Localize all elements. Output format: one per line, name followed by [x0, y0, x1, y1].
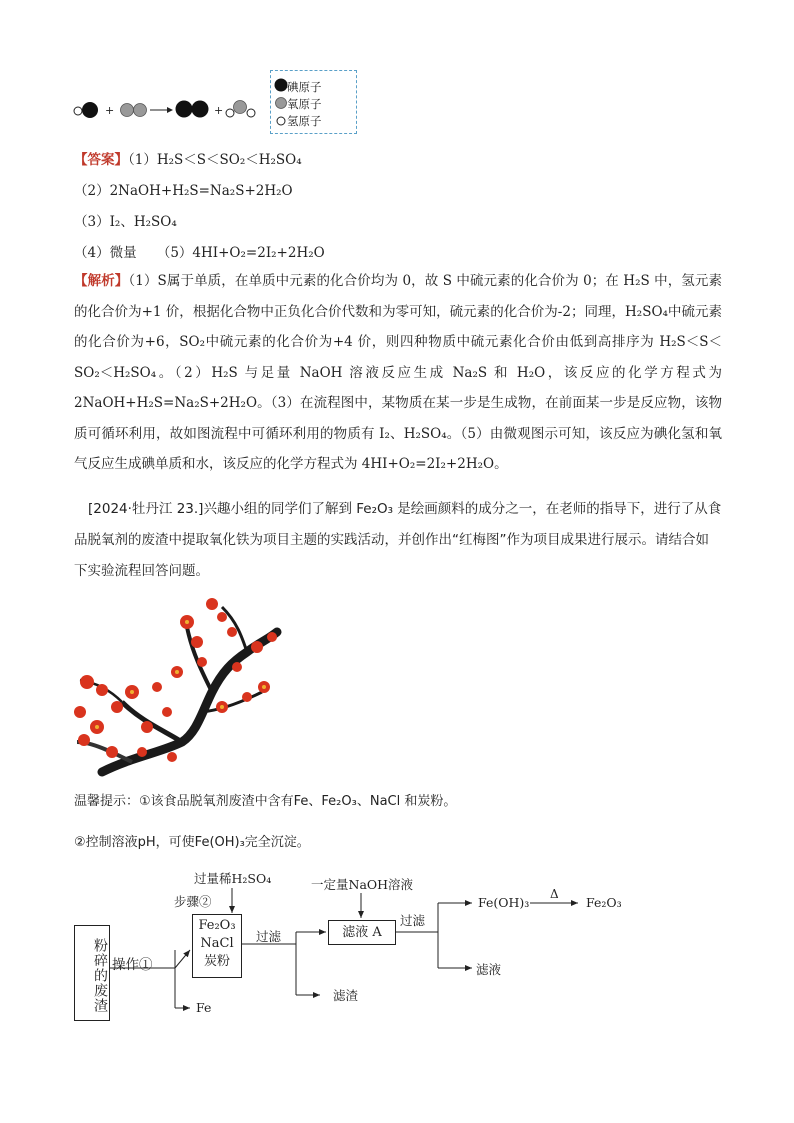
- flow-filter2: 过滤: [400, 913, 426, 928]
- hydrogen-atom: [247, 109, 255, 117]
- oxygen-atom: [234, 101, 247, 114]
- analysis-text: （1）S属于单质，在单质中元素的化合价均为 0，故 S 中硫元素的化合价为 0；在 H₂S 中，氢元素的化合价为+1 价，根据化合物中正负化合价代数和为零可知，硫元素的化合价为-2；同理，H₂SO₄中硫元素的化合价为+6，SO₂中硫元素的化合价为+4 价，则四种物质中硫元素化合价由低到高排序为 H₂S＜S＜SO₂＜H₂SO₄。（2）H₂S 与足量 NaOH 溶液反应生成 Na₂S 和 H₂O，该反应的化学方程式为2NaOH+H₂S=Na₂S+2H₂O。（3）在流程图中，某物质在某一步是生成物，在前面某一步是反应物，该物质可循环利用，故如图流程中可循环利用的物质有 I₂、H₂SO₄。（5）由微观图示可知，该反应为碘化氢和氧气反应生成碘单质和水，该反应的化学方程式为 4HI+O₂=2I₂+2H₂O。: [74, 273, 723, 472]
- legend-hydrogen: 氢原子: [287, 114, 322, 128]
- atom-legend: [270, 70, 357, 134]
- flow-filter1: 过滤: [256, 929, 282, 944]
- flow-step2: 步骤②: [174, 894, 212, 909]
- tip-line-2: ②控制溶液pH，可使Fe(OH)₃完全沉淀。: [74, 835, 310, 850]
- tip-line-1: 温馨提示：①该食品脱氧剂废渣中含有Fe、Fe₂O₃、NaCl 和炭粉。: [74, 794, 457, 809]
- answer-line-3: （3）I₂、H₂SO₄: [74, 214, 177, 230]
- flow-residue: 滤渣: [333, 988, 359, 1003]
- iodine-atom: [176, 101, 193, 118]
- flow-box-1: Fe₂O₃ NaCl 炭粉: [192, 914, 242, 978]
- flow-op1: 操作①: [112, 957, 153, 973]
- legend-iodine: 碘原子: [287, 80, 322, 94]
- flow-reagent1: 过量稀H₂SO₄: [194, 871, 272, 886]
- reaction-micro-diagram: [70, 95, 265, 125]
- hydrogen-atom: [226, 109, 234, 117]
- iodine-atom: [82, 102, 98, 118]
- answer-line-4: （4）微量 （5）4HI+O₂=2I₂+2H₂O: [74, 245, 325, 261]
- flow-feoh3: Fe(OH)₃: [478, 895, 530, 910]
- oxygen-atom: [134, 104, 147, 117]
- svg-text:+: +: [105, 104, 115, 117]
- answer-tag: 【答案】: [74, 152, 128, 168]
- flow-delta: Δ: [550, 887, 559, 901]
- answer-line-1: 【答案】（1）H₂S＜S＜SO₂＜H₂SO₄: [74, 152, 302, 168]
- flow-fe: Fe: [196, 1000, 212, 1015]
- plum-blossom-painting: [72, 592, 284, 778]
- analysis-tag: 【解析】: [74, 273, 129, 289]
- flow-start-box: 粉碎的废渣: [74, 925, 110, 1021]
- flow-fe2o3: Fe₂O₃: [586, 895, 622, 910]
- oxygen-atom: [121, 104, 134, 117]
- flow-filtrate-a-box: 滤液 A: [328, 920, 396, 945]
- analysis-paragraph: [74, 266, 722, 480]
- iodine-atom: [192, 101, 209, 118]
- flow-reagent2: 一定量NaOH溶液: [311, 877, 414, 892]
- legend-oxygen: 氧原子: [287, 97, 322, 111]
- svg-text:+: +: [214, 104, 224, 117]
- question-text: [2024·牡丹江 23.]兴趣小组的同学们了解到 Fe₂O₃ 是绘画颜料的成分之一，在老师的指导下，进行了从食品脱氧剂的废渣中提取氧化铁为项目主题的实践活动，并创作出“红梅图”作为项目成果进行展示。请结合如下实验流程回答问题。: [74, 501, 722, 579]
- answer-line-2: （2）2NaOH+H₂S=Na₂S+2H₂O: [74, 183, 293, 199]
- flow-filtrate: 滤液: [476, 962, 502, 977]
- hydrogen-atom: [74, 107, 82, 115]
